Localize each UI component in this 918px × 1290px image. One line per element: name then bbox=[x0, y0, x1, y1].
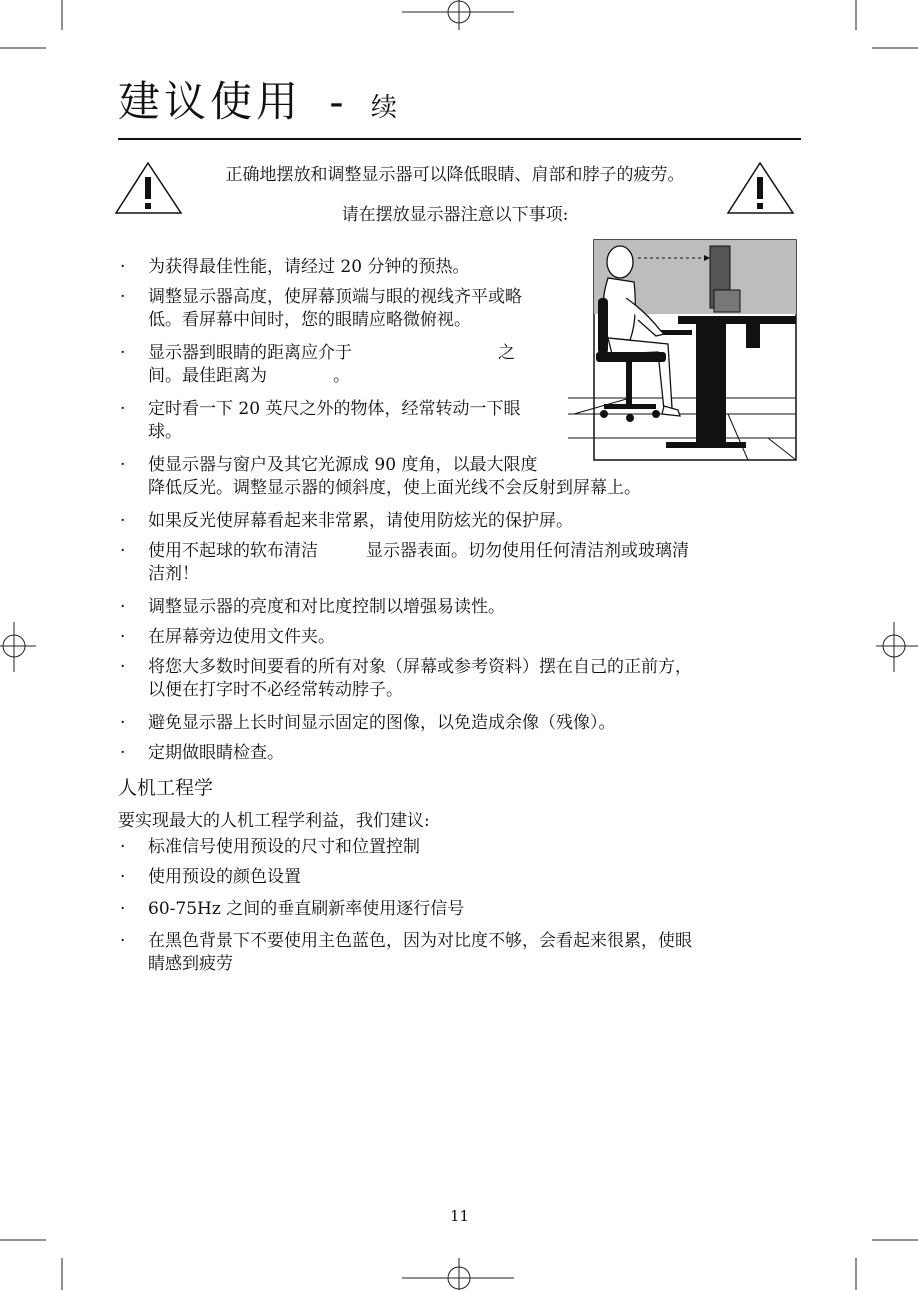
warning-line-1: 正确地摆放和调整显示器可以降低眼睛、肩部和脖子的疲劳。 bbox=[225, 165, 685, 185]
ergonomics-item-text: 使用预设的颜色设置 bbox=[148, 867, 301, 887]
bullet-dot: · bbox=[120, 597, 126, 617]
tip-text-cont: 球。 bbox=[148, 422, 182, 442]
ergonomics-heading: 人机工程学 bbox=[118, 777, 214, 799]
tip-text-part: 。 bbox=[333, 366, 350, 386]
tip-text: 定时看一下 20 英尺之外的物体，经常转动一下眼 bbox=[148, 399, 521, 419]
ergonomics-item-text: 在黑色背景下不要使用主色蓝色，因为对比度不够，会看起来很累，使眼 bbox=[148, 931, 692, 951]
page-number: 11 bbox=[450, 1207, 470, 1225]
tip-text-part: 使用不起球的软布清洁 bbox=[148, 541, 318, 561]
tip-text: 调整显示器的亮度和对比度控制以增强易读性。 bbox=[148, 597, 505, 617]
tip-text-part: 显示器到眼睛的距离应介于 bbox=[148, 343, 352, 363]
tip-text-cont: 低。看屏幕中间时，您的眼睛应略微俯视。 bbox=[148, 310, 471, 330]
tip-text: 将您大多数时间要看的所有对象（屏幕或参考资料）摆在自己的正前方， bbox=[148, 657, 692, 677]
tip-text bbox=[148, 342, 515, 365]
page-title-sub: 续 bbox=[370, 93, 397, 123]
bullet-dot: · bbox=[120, 627, 126, 647]
tip-text: 使显示器与窗户及其它光源成 90 度角，以最大限度 bbox=[148, 455, 538, 475]
tip-text-cont bbox=[148, 365, 350, 388]
ergonomics-item-text: 标准信号使用预设的尺寸和位置控制 bbox=[148, 837, 420, 857]
tip-text: 避免显示器上长时间显示固定的图像，以免造成余像（残像）。 bbox=[148, 713, 616, 733]
bullet-dot: · bbox=[120, 399, 126, 419]
bullet-dot: · bbox=[120, 743, 126, 763]
bullet-dot: · bbox=[120, 541, 126, 561]
bullet-dot: · bbox=[120, 343, 126, 363]
tip-text-part: 显示器表面。切勿使用任何清洁剂或玻璃清 bbox=[366, 541, 689, 561]
tip-text-cont: 以便在打字时不必经常转动脖子。 bbox=[148, 680, 403, 700]
tip-text: 如果反光使屏幕看起来非常累，请使用防炫光的保护屏。 bbox=[148, 511, 573, 531]
ergonomics-item-text: 60-75Hz 之间的垂直刷新率使用逐行信号 bbox=[148, 899, 465, 919]
tip-text-part: 间。最佳距离为 bbox=[148, 366, 267, 386]
tip-text-cont: 洁剂！ bbox=[148, 564, 199, 584]
page-title-dash: - bbox=[329, 77, 348, 126]
tip-text: 定期做眼睛检查。 bbox=[148, 743, 284, 763]
page-title-main: 建议使用 bbox=[118, 77, 303, 126]
bullet-dot: · bbox=[120, 931, 126, 951]
page-title bbox=[118, 74, 397, 136]
warning-triangle-icon-left bbox=[114, 160, 184, 216]
tip-text-cont: 降低反光。调整显示器的倾斜度，使上面光线不会反射到屏幕上。 bbox=[148, 478, 641, 498]
ergonomics-list bbox=[120, 836, 740, 986]
bullet-dot: · bbox=[120, 713, 126, 733]
tip-text: 为获得最佳性能，请经过 20 分钟的预热。 bbox=[148, 257, 470, 277]
warning-triangle-icon-right bbox=[726, 160, 796, 216]
bullet-dot: · bbox=[120, 511, 126, 531]
bullet-dot: · bbox=[120, 899, 126, 919]
ergonomics-intro: 要实现最大的人机工程学利益，我们建议: bbox=[118, 811, 430, 831]
bullet-dot: · bbox=[120, 657, 126, 677]
bullet-dot: · bbox=[120, 287, 126, 307]
tip-text bbox=[148, 540, 689, 563]
bullet-dot: · bbox=[120, 837, 126, 857]
tip-text-part: 之 bbox=[498, 343, 515, 363]
tip-text: 调整显示器高度，使屏幕顶端与眼的视线齐平或略 bbox=[148, 287, 522, 307]
warning-line-2: 请在摆放显示器注意以下事项: bbox=[341, 205, 569, 225]
bullet-dot: · bbox=[120, 455, 126, 475]
tip-text: 在屏幕旁边使用文件夹。 bbox=[148, 627, 335, 647]
title-rule bbox=[118, 138, 801, 140]
bullet-dot: · bbox=[120, 257, 126, 277]
ergonomics-item-text-cont: 睛感到疲劳 bbox=[148, 954, 233, 974]
usage-tips-list bbox=[120, 256, 740, 776]
bullet-dot: · bbox=[120, 867, 126, 887]
